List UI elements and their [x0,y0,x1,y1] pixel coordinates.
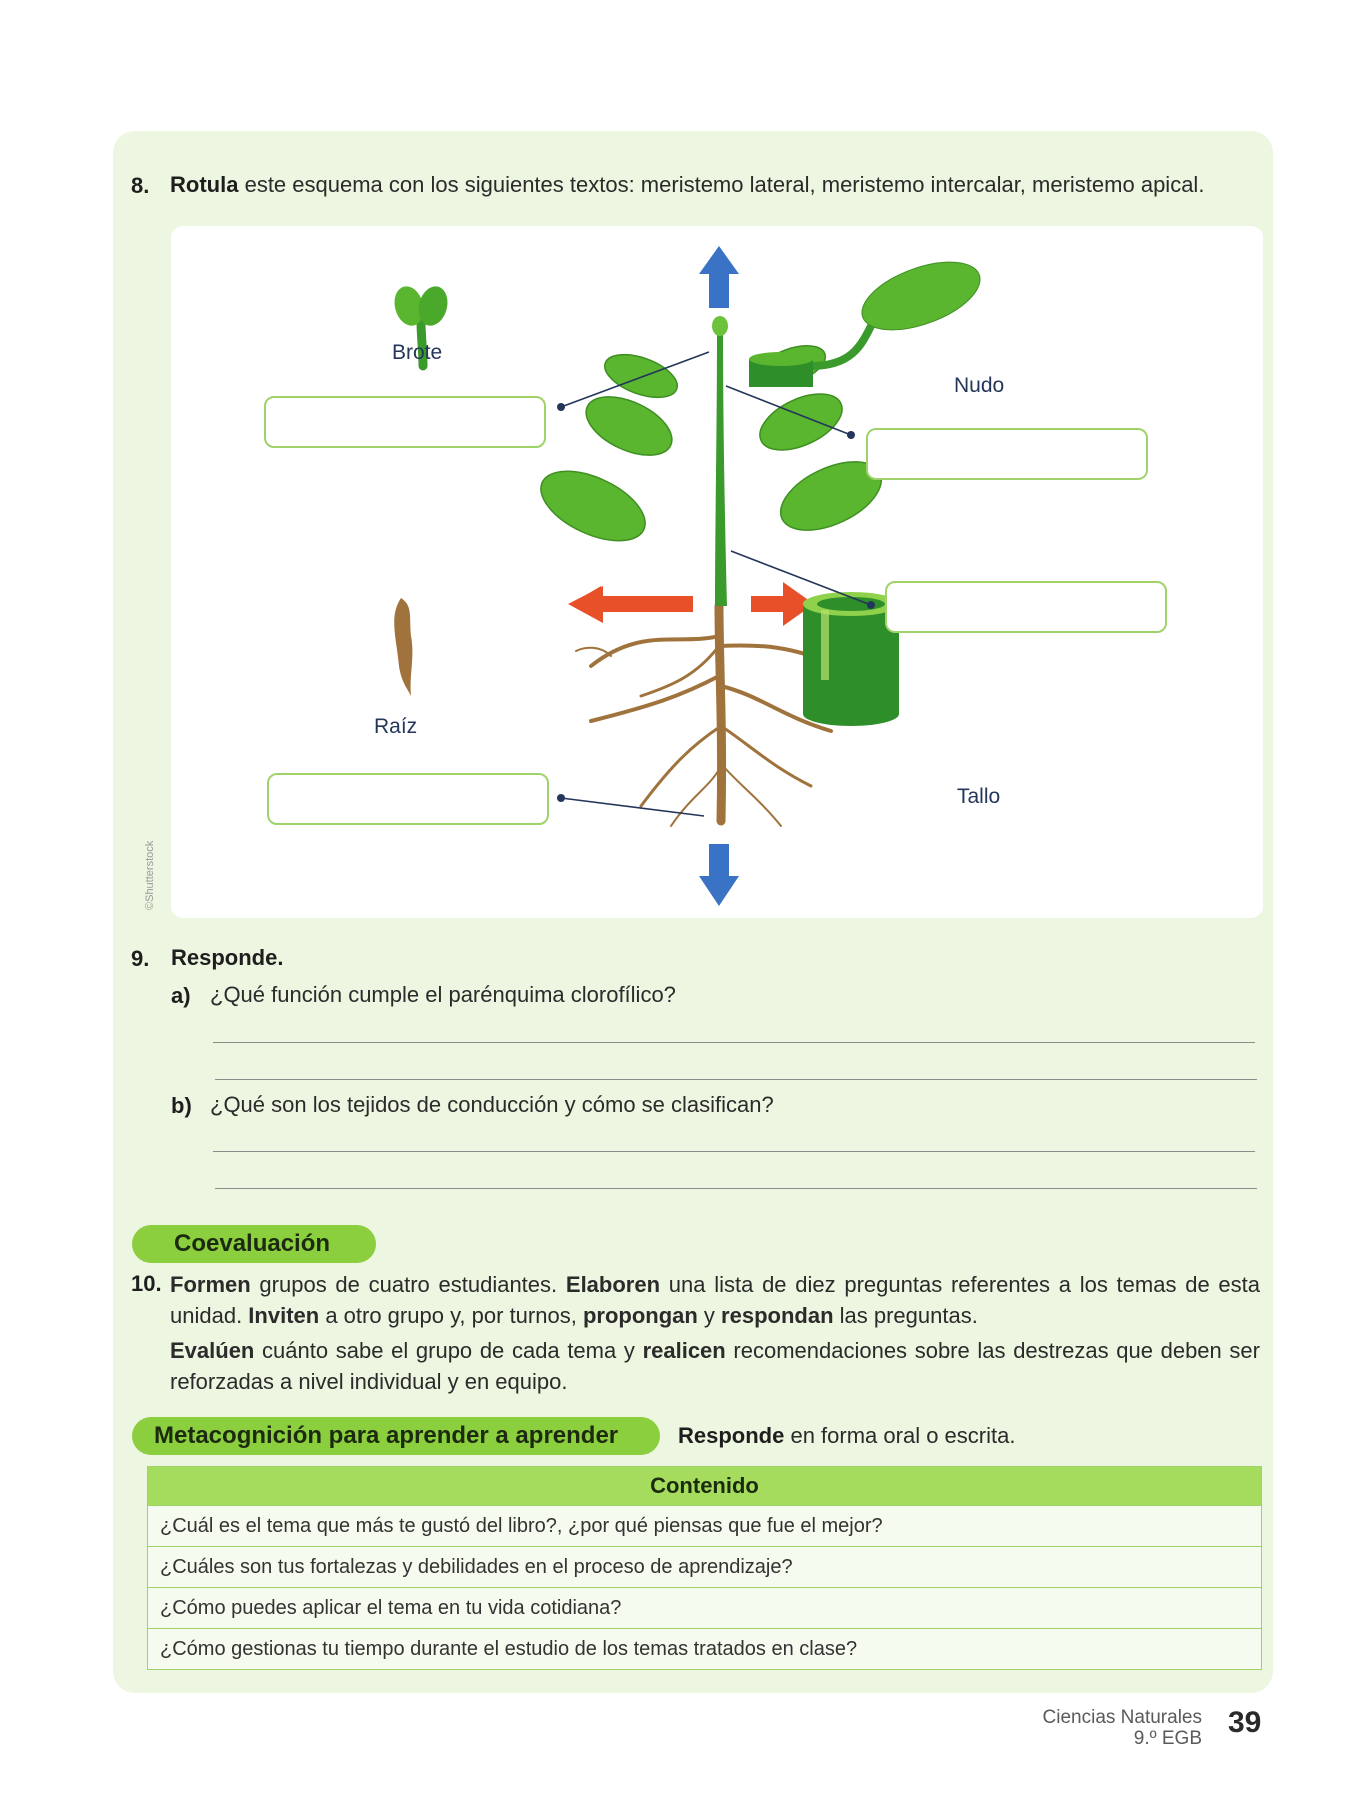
table-cell: ¿Cuál es el tema que más te gustó del libro?, ¿por qué piensas que fue el mejor? [148,1506,1262,1547]
verb-propongan: propongan [582,1303,698,1328]
metacognicion-title: Metacognición para aprender a aprender [154,1422,619,1449]
q10-text-1: grupos de cuatro estudiantes. [250,1272,566,1297]
q10-paragraph-1 [170,1269,1260,1331]
q10-paragraph-2 [170,1335,1260,1397]
answer-line-a2[interactable] [215,1079,1257,1080]
label-box-intercalar[interactable] [866,428,1148,480]
table-row [148,1506,1262,1547]
meta-verb-responde: Responde [678,1423,785,1448]
q10-text-4: y [697,1303,722,1328]
plant-roots [576,606,843,826]
verb-respondan: respondan [721,1303,834,1328]
metacognicion-badge [132,1417,660,1455]
q8-instruction [170,170,1260,200]
arrow-down-icon [699,844,739,906]
label-box-lateral[interactable] [885,581,1167,633]
footer-subject: Ciencias Naturales [1042,1707,1202,1728]
table-row [148,1588,1262,1629]
table-row [148,1629,1262,1670]
label-raiz: Raíz [374,715,418,738]
label-brote: Brote [392,341,443,364]
table-header-contenido: Contenido [148,1467,1262,1506]
table-row [148,1547,1262,1588]
plant-stem [715,331,727,606]
q10-text-6: cuánto sabe el grupo de cada tema y [254,1338,643,1363]
q9-title: Responde. [171,945,284,970]
arrow-up-icon [699,246,739,308]
node-icon [749,248,989,387]
q10-text-5: las preguntas. [833,1303,978,1328]
answer-line-a1[interactable] [213,1042,1255,1043]
q8-text: este esquema con los siguientes textos: meristemo lateral, meristemo intercalar, meristemo apical. [244,172,1205,197]
label-box-root[interactable] [267,773,549,825]
label-nudo: Nudo [954,374,1005,397]
apical-bud [712,316,728,336]
plant-diagram [171,226,1263,918]
q9a-label: a) [171,983,191,1008]
page-number: 39 [1228,1706,1262,1739]
table-cell: ¿Cómo gestionas tu tiempo durante el estudio de los temas tratados en clase? [148,1629,1262,1670]
coevaluacion-badge [132,1225,376,1263]
q9-number: 9. [131,946,150,971]
q10-text-7: recomendaciones sobre las destrezas que deben ser reforzadas a nivel individual y en equipo. [170,1338,1260,1394]
root-icon [394,598,412,696]
verb-realicen: realicen [642,1338,726,1363]
q10-text-2: una lista de diez preguntas referentes a los temas de esta unidad. [170,1272,1260,1328]
verb-elaboren: Elaboren [565,1272,661,1297]
q9b-label: b) [171,1093,192,1118]
table-cell: ¿Cuáles son tus fortalezas y debilidades en el proceso de aprendizaje? [148,1547,1262,1588]
label-tallo: Tallo [957,785,1001,808]
verb-inviten: Inviten [248,1303,320,1328]
answer-line-b1[interactable] [213,1151,1255,1152]
metacognition-table [147,1466,1262,1670]
q8-number: 8. [131,173,150,198]
q10-text-3: a otro grupo y, por turnos, [319,1303,583,1328]
coevaluacion-title: Coevaluación [174,1230,331,1257]
q8-bold-verb: Rotula [170,172,239,197]
q10-number: 10. [131,1271,162,1296]
q9a-question: ¿Qué función cumple el parénquima clorofílico? [210,982,676,1007]
meta-instruction [678,1421,1015,1451]
answer-line-b2[interactable] [215,1188,1257,1189]
verb-formen: Formen [170,1272,251,1297]
table-cell: ¿Cómo puedes aplicar el tema en tu vida cotidiana? [148,1588,1262,1629]
image-credit: ©Shutterstock [144,840,156,910]
arrow-left-icon [568,586,693,623]
label-box-apical[interactable] [264,396,546,448]
plant-leaves [530,338,891,555]
meta-instruction-text: en forma oral o escrita. [784,1423,1016,1448]
footer-grade: 9.º EGB [1133,1728,1202,1749]
q9b-question: ¿Qué son los tejidos de conducción y cómo se clasifican? [210,1092,774,1117]
verb-evaluen: Evalúen [170,1338,255,1363]
